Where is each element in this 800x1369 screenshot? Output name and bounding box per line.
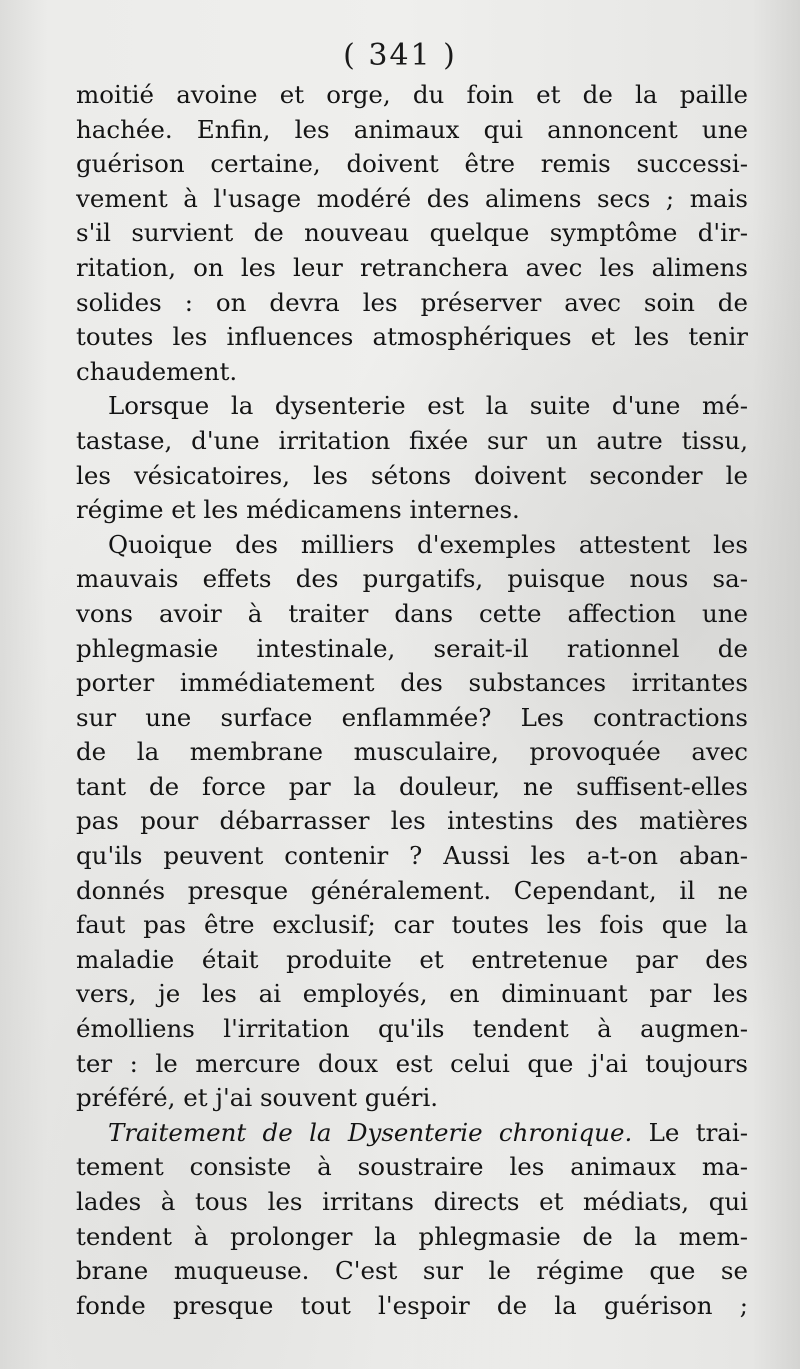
page-number: ( 341 ): [343, 38, 457, 73]
text-line: Quoique des milliers d'exemples attestent les: [108, 529, 748, 559]
text-line: régime et les médicamens internes.: [76, 495, 520, 525]
text-line: [76, 1116, 748, 1151]
line-text: Le trai-: [632, 1117, 748, 1147]
text-line: vers, je les ai employés, en diminuant par les: [76, 979, 748, 1009]
text-line: solides : on devra les préserver avec soin de: [76, 287, 748, 317]
text-line: s'il survient de nouveau quelque symptôme d'ir-: [76, 218, 748, 248]
text-line: mauvais effets des purgatifs, puisque nous sa-: [76, 564, 748, 594]
text-line: les vésicatoires, les sétons doivent seconder le: [76, 460, 748, 490]
text-line: fonde presque tout l'espoir de la guérison ;: [76, 1290, 748, 1320]
text-line: guérison certaine, doivent être remis successi-: [76, 149, 748, 179]
text-line: de la membrane musculaire, provoquée avec: [76, 737, 748, 767]
text-line: porter immédiatement des substances irritantes: [76, 668, 748, 698]
text-line: préféré, et j'ai souvent guéri.: [76, 1083, 439, 1113]
text-line: ritation, on les leur retranchera avec les alimens: [76, 252, 748, 282]
text-line: pas pour débarrasser les intestins des matières: [76, 806, 748, 836]
text-line: tendent à prolonger la phlegmasie de la mem-: [76, 1221, 748, 1251]
text-line: phlegmasie intestinale, serait-il rationnel de: [76, 633, 748, 663]
text-line: chaudement.: [76, 356, 238, 386]
text-line: hachée. Enfin, les animaux qui annoncent une: [76, 114, 748, 144]
text-line: qu'ils peuvent contenir ? Aussi les a-t-on aban-: [76, 841, 748, 871]
text-line: tement consiste à soustraire les animaux ma-: [76, 1152, 748, 1182]
text-line: lades à tous les irritans directs et médiats, qui: [76, 1187, 748, 1216]
text-line: faut pas être exclusif; car toutes les fois que la: [76, 910, 748, 940]
body-text: [76, 78, 748, 1323]
text-line: donnés presque généralement. Cependant, il ne: [76, 875, 748, 905]
text-line: moitié avoine et orge, du foin et de la paille: [76, 80, 748, 109]
text-line: vement à l'usage modéré des alimens secs ; mais: [76, 183, 748, 213]
text-line: tant de force par la douleur, ne suffisent-elles: [76, 771, 748, 801]
text-line: émolliens l'irritation qu'ils tendent à augmen-: [76, 1014, 748, 1044]
text-line: tastase, d'une irritation fixée sur un autre tissu,: [76, 425, 748, 455]
text-line: toutes les influences atmosphériques et les tenir: [76, 322, 748, 352]
text-line: vons avoir à traiter dans cette affection une: [76, 598, 748, 628]
text-line: ter : le mercure doux est celui que j'ai toujours: [76, 1048, 748, 1078]
section-heading: Traitement de la Dysenterie chronique.: [108, 1117, 633, 1147]
text-line: brane muqueuse. C'est sur le régime que se: [76, 1256, 748, 1286]
text-line: sur une surface enflammée? Les contractions: [76, 702, 748, 732]
text-line: maladie était produite et entretenue par des: [76, 944, 748, 974]
text-line: Lorsque la dysenterie est la suite d'une mé-: [108, 391, 748, 421]
